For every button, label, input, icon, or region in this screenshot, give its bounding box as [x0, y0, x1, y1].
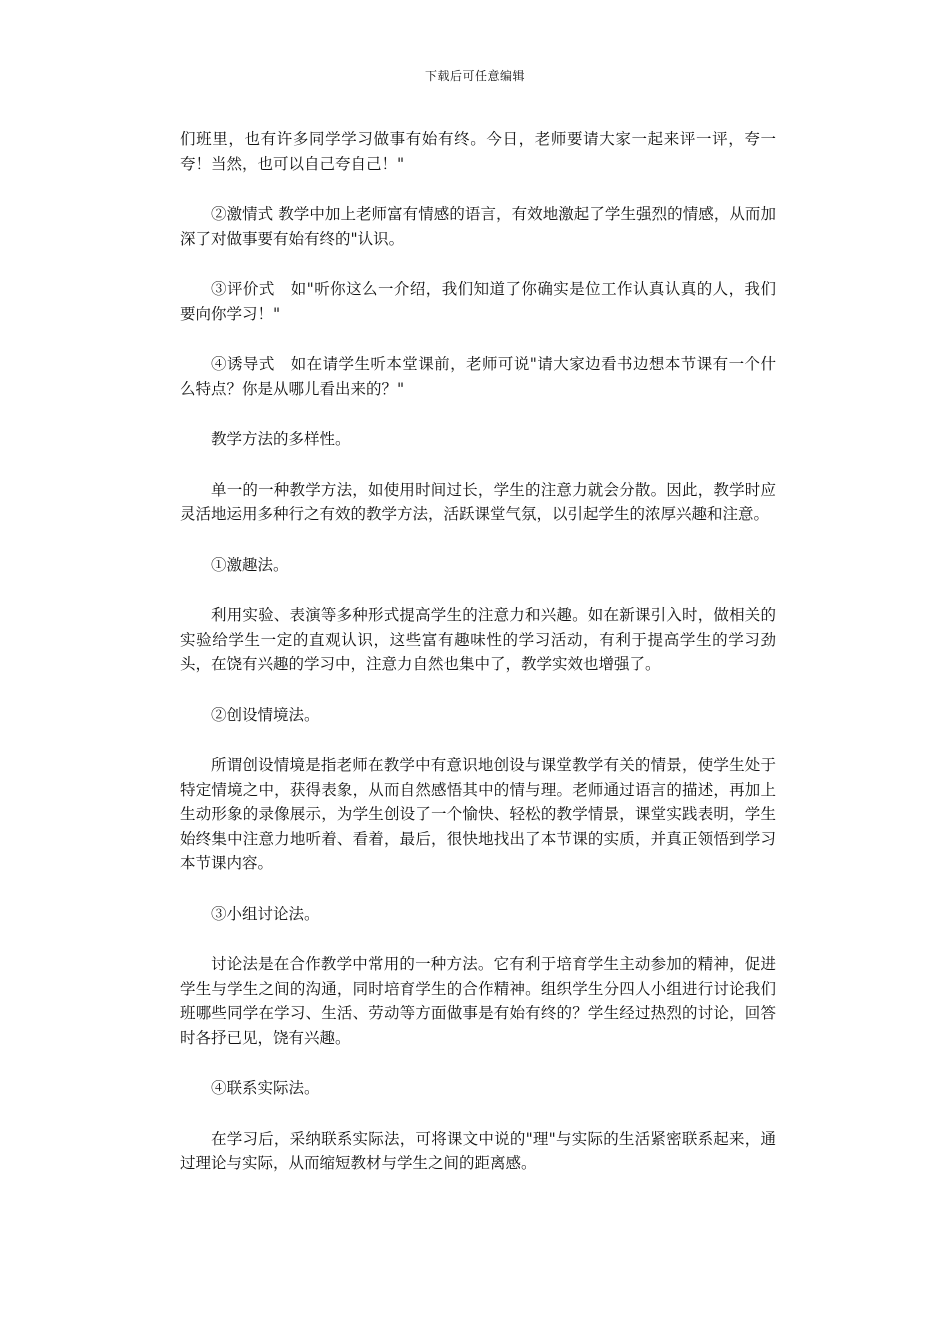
paragraph-14: 在学习后，采纳联系实际法，可将课文中说的"理"与实际的生活紧密联系起来，通过理论与实际，从而缩短教材与学生之间的距离感。	[180, 1129, 776, 1172]
method-heading-1: ①激趣法。	[211, 555, 289, 574]
paragraph-1: 们班里，也有许多同学学习做事有始有终。今日，老师要请大家一起来评一评，夸一夸！当然，也可以自己夸自己！"	[180, 130, 776, 173]
paragraph-10: 所谓创设情境是指老师在教学中有意识地创设与课堂教学有关的情景，使学生处于特定情境之中，获得表象，从而自然感悟其中的情与理。老师通过语言的描述，再加上生动形象的录像展示，为学生创设了一个愉快、轻松的教学情景，课堂实践表明，学生始终集中注意力地听着、看着，最后，很快地找出了本节课的实质，并真正领悟到学习本节课内容。	[180, 756, 776, 872]
paragraph-6: 单一的一种教学方法，如使用时间过长，学生的注意力就会分散。因此，教学时应灵活地运用多种行之有效的教学方法，活跃课堂气氛，以引起学生的浓厚兴趣和注意。	[180, 480, 776, 523]
method-heading-4: ④联系实际法。	[211, 1079, 320, 1097]
paragraph-3: ③评价式 如"听你这么一介绍，我们知道了你确实是位工作认真认真的人，我们要向你学习！"	[180, 280, 776, 323]
page-header: 下载后可任意编辑	[424, 69, 525, 83]
document-body	[180, 127, 776, 1202]
paragraph-2: ②激情式 教学中加上老师富有情感的语言，有效地激起了学生强烈的情感，从而加深了对做事要有始有终的"认识。	[180, 205, 776, 248]
paragraph-4: ④诱导式 如在请学生听本堂课前，老师可说"请大家边看书边想本节课有一个什么特点？你是从哪儿看出来的？"	[180, 355, 776, 398]
paragraph-8: 利用实验、表演等多种形式提高学生的注意力和兴趣。如在新课引入时，做相关的实验给学生一定的直观认识，这些富有趣味性的学习活动，有利于提高学生的学习劲头，在饶有兴趣的学习中，注意力自然也集中了，教学实效也增强了。	[180, 606, 776, 673]
method-heading-3: ③小组讨论法。	[211, 904, 320, 923]
paragraph-12: 讨论法是在合作教学中常用的一种方法。它有利于培育学生主动参加的精神，促进学生与学生之间的沟通，同时培育学生的合作精神。组织学生分四人小组进行讨论我们班哪些同学在学习、生活、劳动等方面做事是有始有终的？学生经过热烈的讨论，回答时各抒已见，饶有兴趣。	[180, 955, 776, 1047]
section-heading-teaching-methods: 教学方法的多样性。	[211, 430, 351, 448]
method-heading-2: ②创设情境法。	[211, 705, 320, 724]
